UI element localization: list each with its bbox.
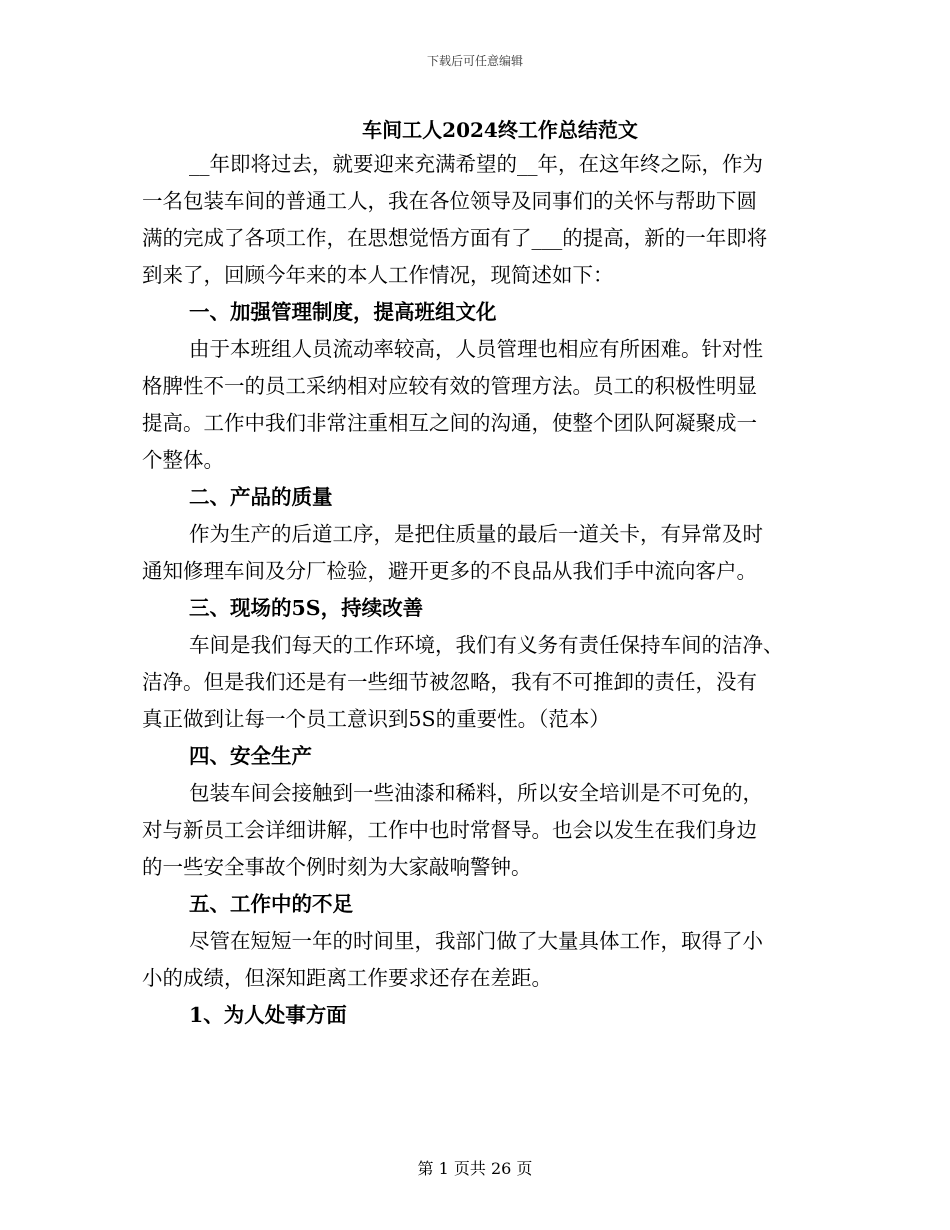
section-heading: 四、安全生产 bbox=[189, 744, 312, 768]
section-heading: 二、产品的质量 bbox=[189, 485, 333, 509]
paragraph-line: 个整体。 bbox=[142, 448, 224, 472]
paragraph-line: 对与新员工会详细讲解，工作中也时常督导。也会以发生在我们身边 bbox=[142, 818, 757, 842]
subsection-heading: 1、为人处事方面 bbox=[189, 1003, 347, 1027]
paragraph-line: 包装车间会接触到一些油漆和稀料，所以安全培训是不可免的， bbox=[189, 781, 763, 805]
paragraph-line: 格脾性不一的员工采纳相对应较有效的管理方法。员工的积极性明显 bbox=[142, 374, 757, 398]
paragraph-line: 作为生产的后道工序，是把住质量的最后一道关卡，有异常及时 bbox=[189, 522, 763, 546]
document-title: 车间工人2024终工作总结范文 bbox=[362, 118, 638, 142]
section-heading: 五、工作中的不足 bbox=[189, 892, 353, 916]
paragraph-line: __年即将过去，就要迎来充满希望的__年，在这年终之际，作为 bbox=[189, 152, 763, 176]
paragraph-line: 小的成绩，但深知距离工作要求还存在差距。 bbox=[142, 966, 552, 990]
header-note: 下载后可任意编辑 bbox=[426, 54, 523, 68]
paragraph-line: 的一些安全事故个例时刻为大家敲响警钟。 bbox=[142, 855, 532, 879]
paragraph-line: 通知修理车间及分厂检验，避开更多的不良品从我们手中流向客户。 bbox=[142, 559, 757, 583]
paragraph-line: 尽管在短短一年的时间里，我部门做了大量具体工作，取得了小 bbox=[189, 929, 763, 953]
paragraph-line: 满的完成了各项工作，在思想觉悟方面有了___的提高，新的一年即将 bbox=[142, 226, 768, 250]
section-heading: 一、加强管理制度，提高班组文化 bbox=[189, 300, 497, 324]
paragraph-line: 由于本班组人员流动率较高，人员管理也相应有所困难。针对性 bbox=[189, 337, 763, 361]
paragraph-line: 车间是我们每天的工作环境，我们有义务有责任保持车间的洁净、 bbox=[189, 633, 784, 657]
paragraph-line: 真正做到让每一个员工意识到5S的重要性。（范本） bbox=[142, 707, 610, 731]
section-heading: 三、现场的5S，持续改善 bbox=[189, 596, 424, 620]
paragraph-line: 洁净。但是我们还是有一些细节被忽略，我有不可推卸的责任，没有 bbox=[142, 670, 757, 694]
page-footer: 第 1 页共 26 页 bbox=[417, 1159, 533, 1178]
paragraph-line: 一名包装车间的普通工人，我在各位领导及同事们的关怀与帮助下圆 bbox=[142, 189, 757, 213]
paragraph-line: 提高。工作中我们非常注重相互之间的沟通，使整个团队阿凝聚成一 bbox=[142, 411, 757, 435]
paragraph-line: 到来了，回顾今年来的本人工作情况，现简述如下： bbox=[142, 263, 614, 287]
